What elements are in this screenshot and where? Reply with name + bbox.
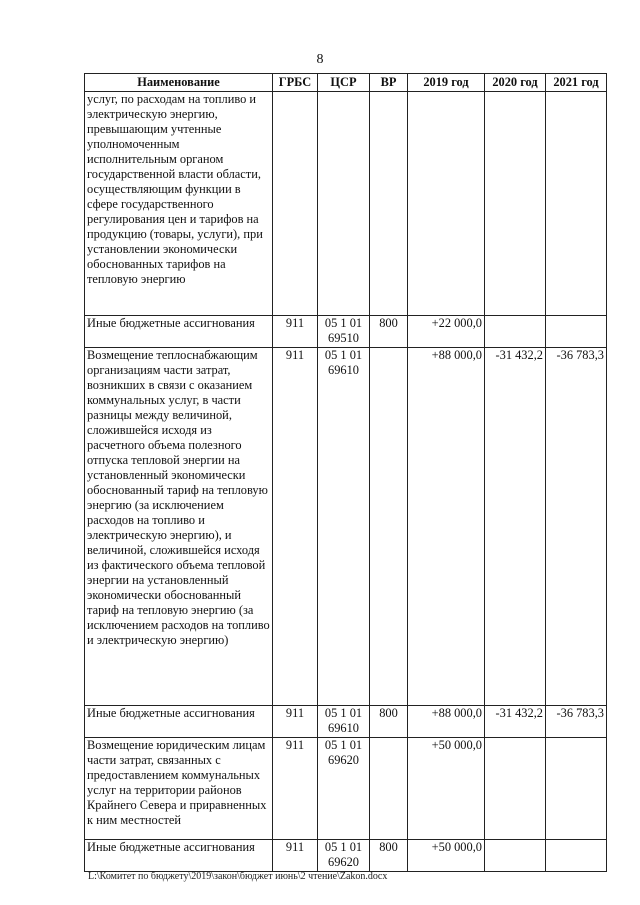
row-2021: -36 783,3 — [546, 706, 607, 738]
header-2020: 2020 год — [485, 74, 546, 92]
row-2020 — [485, 840, 546, 872]
row-grbs: 911 — [273, 840, 318, 872]
row-vr — [370, 738, 408, 840]
row-2020 — [485, 738, 546, 840]
row-2019 — [408, 92, 485, 316]
row-vr — [370, 348, 408, 706]
header-grbs: ГРБС — [273, 74, 318, 92]
row-2021 — [546, 738, 607, 840]
row-2021 — [546, 316, 607, 348]
header-2019: 2019 год — [408, 74, 485, 92]
row-grbs: 911 — [273, 348, 318, 706]
row-2020: -31 432,2 — [485, 348, 546, 706]
row-2021 — [546, 840, 607, 872]
header-csr: ЦСР — [318, 74, 370, 92]
row-2020: -31 432,2 — [485, 706, 546, 738]
row-csr: 05 1 01 69620 — [318, 840, 370, 872]
row-name: Иные бюджетные ассигнования — [85, 840, 273, 872]
row-grbs — [273, 92, 318, 316]
row-2019: +50 000,0 — [408, 738, 485, 840]
row-vr: 800 — [370, 840, 408, 872]
table-row — [85, 706, 607, 738]
row-csr: 05 1 01 69610 — [318, 706, 370, 738]
row-grbs: 911 — [273, 738, 318, 840]
footer-file-path: L:\Комитет по бюджету\2019\закон\бюджет июнь\2 чтение\Zakon.docx — [88, 871, 388, 882]
row-csr: 05 1 01 69610 — [318, 348, 370, 706]
row-csr: 05 1 01 69620 — [318, 738, 370, 840]
header-2021: 2021 год — [546, 74, 607, 92]
page-number: 8 — [316, 52, 324, 67]
header-name: Наименование — [85, 74, 273, 92]
row-2019: +22 000,0 — [408, 316, 485, 348]
row-csr — [318, 92, 370, 316]
row-2021 — [546, 92, 607, 316]
table-row — [85, 738, 607, 840]
table-header-row — [85, 74, 607, 92]
row-vr: 800 — [370, 316, 408, 348]
row-grbs: 911 — [273, 316, 318, 348]
row-grbs: 911 — [273, 706, 318, 738]
row-2020 — [485, 92, 546, 316]
table-row — [85, 348, 607, 706]
table-row — [85, 316, 607, 348]
row-2021: -36 783,3 — [546, 348, 607, 706]
row-name: Возмещение юридическим лицам части затрат, связанных с предоставлением коммунальных услуг на территории районов Крайнего Севера и приравненных к ним местностей — [85, 738, 273, 840]
table-row — [85, 92, 607, 316]
row-name: услуг, по расходам на топливо и электрическую энергию, превышающим учтенные уполномоченным исполнительным органом государственной власти области, осуществляющим функции в сфере государственного регулирования цен и тарифов на продукцию (товары, услуги), при установлении экономически обоснованных тарифов на тепловую энергию — [85, 92, 273, 316]
header-vr: ВР — [370, 74, 408, 92]
row-2020 — [485, 316, 546, 348]
row-name: Возмещение теплоснабжающим организациям части затрат, возникших в связи с оказанием коммунальных услуг, в части разницы между величиной, сложившейся исходя из расчетного объема полезного отпуска тепловой энергии на установленный экономически обоснованный тариф на тепловую энергию (за исключением расходов на топливо и электрическую энергию), и величиной, сложившейся исходя из фактического объема тепловой энергии на установленный экономически обоснованный тариф на тепловую энергию (за исключением расходов на топливо и электрическую энергию) — [85, 348, 273, 706]
row-vr: 800 — [370, 706, 408, 738]
row-vr — [370, 92, 408, 316]
table-row — [85, 840, 607, 872]
row-2019: +88 000,0 — [408, 348, 485, 706]
row-name: Иные бюджетные ассигнования — [85, 706, 273, 738]
row-csr: 05 1 01 69510 — [318, 316, 370, 348]
row-2019: +88 000,0 — [408, 706, 485, 738]
budget-table — [84, 73, 607, 872]
row-2019: +50 000,0 — [408, 840, 485, 872]
row-name: Иные бюджетные ассигнования — [85, 316, 273, 348]
